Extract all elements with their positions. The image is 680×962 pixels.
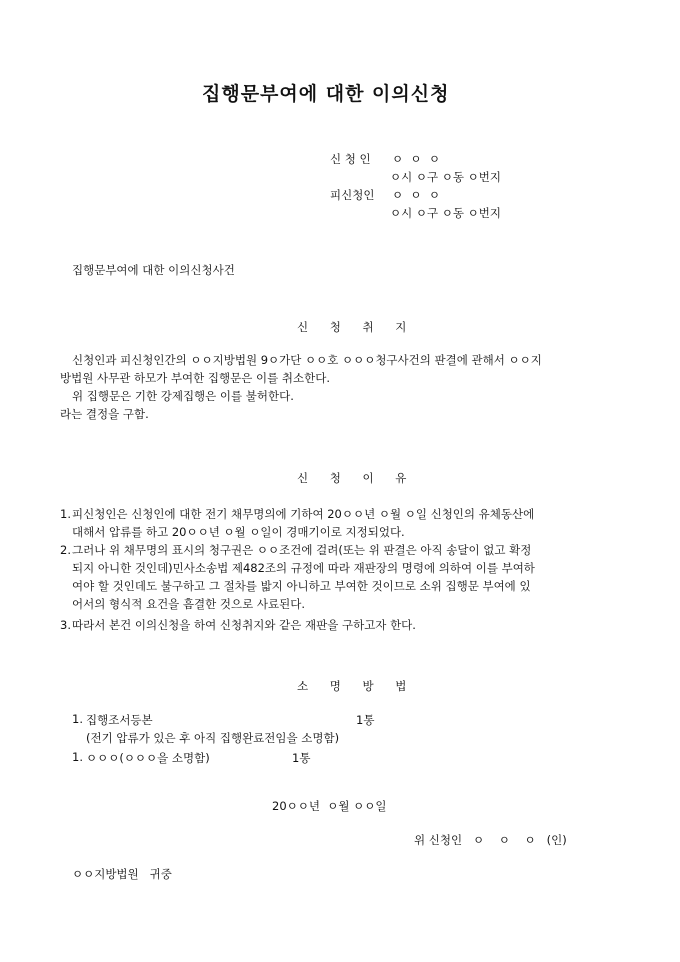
filing-date: 20ㅇㅇ년 ㅇ월 ㅇㅇ일	[272, 799, 387, 813]
evidence-2-text: ㅇㅇㅇ(ㅇㅇㅇ을 소명함)	[86, 751, 210, 765]
purpose-heading: 신 청 취 지	[297, 320, 416, 334]
court-addressee: ㅇㅇ지방법원 귀중	[72, 867, 172, 881]
document-title: 집행문부여에 대한 이의신청	[202, 83, 450, 105]
evidence-1-text: 집행조서등본	[86, 713, 153, 727]
case-name: 집행문부여에 대한 이의신청사건	[72, 263, 235, 277]
reason-2-number: 2.	[60, 543, 71, 557]
reason-3-line-1: 따라서 본건 이의신청을 하여 신청취지와 같은 재판을 구하고자 한다.	[72, 618, 416, 632]
evidence-1-note: (전기 압류가 있은 후 아직 집행완료전임을 소명함)	[86, 731, 340, 745]
purpose-line-1: 신청인과 피신청인간의 ㅇㅇ지방법원 9ㅇ가단 ㅇㅇ호 ㅇㅇㅇ청구사건의 판결에 관해서 ㅇㅇ지	[72, 353, 542, 367]
reason-1-number: 1.	[60, 507, 71, 521]
evidence-1-count: 1통	[356, 713, 375, 727]
reason-3-number: 3.	[60, 618, 71, 632]
reason-2-line-3: 여야 할 것인데도 불구하고 그 절차를 밟지 아니하고 부여한 것이므로 소위 집행문 부여에 있	[72, 579, 531, 593]
evidence-2-count: 1통	[292, 751, 311, 765]
purpose-line-3: 위 집행문은 기한 강제집행은 이를 불허한다.	[72, 389, 294, 403]
respondent-name: ㅇ ㅇ ㅇ	[392, 188, 440, 202]
applicant-address: ㅇ시 ㅇ구 ㅇ동 ㅇ번지	[390, 170, 501, 184]
applicant-signature: 위 신청인 ㅇ ㅇ ㅇ (인)	[414, 833, 567, 847]
purpose-line-2: 방법원 사무관 하모가 부여한 집행문은 이를 취소한다.	[60, 371, 330, 385]
reason-2-line-4: 어서의 형식적 요건을 흠결한 것으로 사료된다.	[72, 597, 306, 611]
reason-1-line-1: 피신청인은 신청인에 대한 전기 채무명의에 기하여 20ㅇㅇ년 ㅇ월 ㅇ일 신청인의 유체동산에	[72, 507, 535, 521]
respondent-address: ㅇ시 ㅇ구 ㅇ동 ㅇ번지	[390, 206, 501, 220]
reason-2-line-1: 그러나 위 채무명의 표시의 청구권은 ㅇㅇ조건에 걸려(또는 위 판결은 아직 송달이 없고 확정	[72, 543, 532, 557]
evidence-1-number: 1.	[72, 712, 83, 726]
applicant-label: 신 청 인	[330, 152, 371, 166]
purpose-line-4: 라는 결정을 구함.	[60, 407, 149, 421]
respondent-label: 피신청인	[330, 188, 375, 202]
evidence-2-number: 1.	[72, 750, 83, 764]
reason-2-line-2: 되지 아니한 것인데)민사소송법 제482조의 규정에 따라 재판장의 명령에 의하여 이를 부여하	[72, 561, 535, 575]
reason-1-line-2: 대해서 압류를 하고 20ㅇㅇ년 ㅇ월 ㅇ일이 경매기이로 지정되었다.	[72, 525, 405, 539]
evidence-heading: 소 명 방 법	[297, 679, 416, 693]
reasons-heading: 신 청 이 유	[297, 471, 416, 485]
applicant-name: ㅇ ㅇ ㅇ	[392, 152, 440, 166]
